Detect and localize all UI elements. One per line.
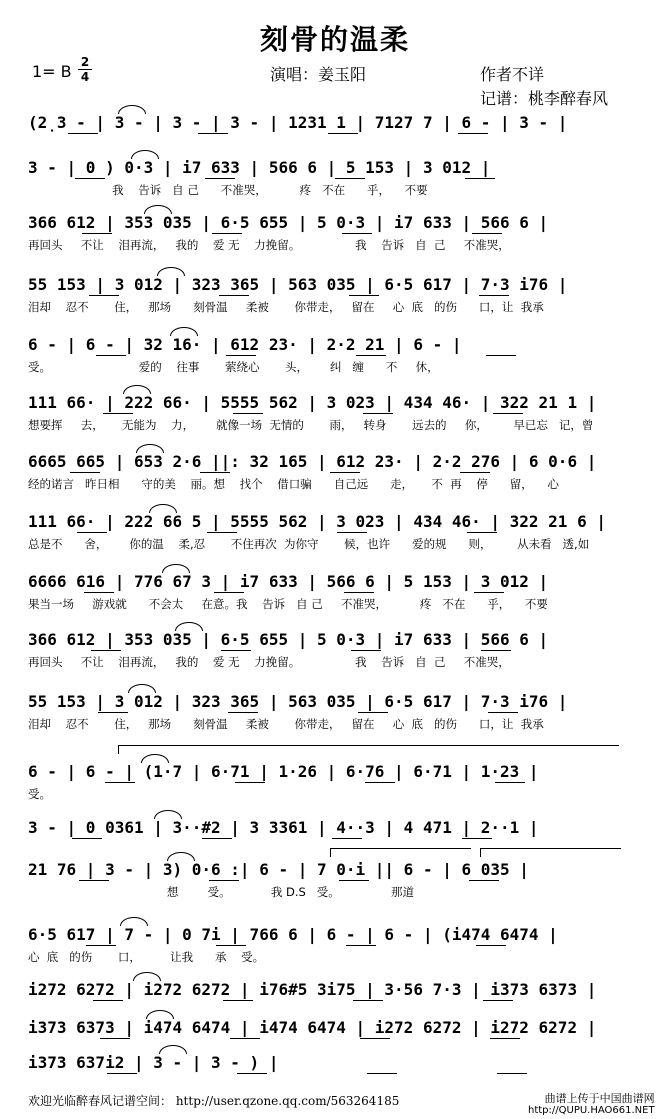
- beam-line: [86, 945, 116, 946]
- notation-line: 3 - | 0 0361 | 3··#2 | 3 3361 | 4··3 | 4 471 | 2··1 |: [28, 818, 539, 837]
- beam-line: [226, 355, 256, 356]
- beam-line: [472, 233, 502, 234]
- beam-line: [72, 838, 102, 839]
- beam-line: [460, 472, 490, 473]
- beam-line: [68, 133, 98, 134]
- beam-line: [488, 712, 518, 713]
- slur-arc: [128, 684, 156, 693]
- singer-credit: 演唱：姜玉阳: [270, 65, 367, 84]
- beam-line: [346, 945, 376, 946]
- slur-arc: [146, 1010, 174, 1019]
- beam-line: [367, 1073, 397, 1074]
- beam-line: [89, 295, 119, 296]
- slur-arc: [120, 917, 148, 926]
- beam-line: [205, 178, 235, 179]
- slur-arc: [141, 754, 169, 763]
- slur-arc: [159, 1045, 187, 1054]
- notation-line: 6 - | 6 - | (1·7 | 6·71 | 1·26 | 6·76 | 6·71 | 1·23 |: [28, 762, 539, 781]
- beam-line: [467, 532, 497, 533]
- beam-line: [363, 413, 393, 414]
- watermark-url: http://QUPU.HAO661.NET: [528, 1105, 655, 1116]
- lyrics-line: 受。 爱的 往事 萦绕心 头， 纠 缠 不 休，: [28, 360, 439, 374]
- footer-website[interactable]: 欢迎光临醉春风记谱空间： http://user.qzone.qq.com/563264185: [28, 1094, 400, 1108]
- beam-line: [93, 1000, 123, 1001]
- beam-line: [465, 178, 495, 179]
- beam-line: [105, 782, 135, 783]
- beam-line: [223, 1000, 253, 1001]
- notation-line: 6666 616 | 776 67 3 | i7 633 | 566 6 | 5 153 | 3 012 |: [28, 572, 549, 591]
- slur-arc: [162, 564, 190, 573]
- lyrics-line: 受。: [28, 787, 51, 801]
- beam-line: [495, 782, 525, 783]
- beam-line: [212, 233, 242, 234]
- beam-line: [198, 133, 228, 134]
- beam-line: [365, 782, 395, 783]
- time-signature: [78, 56, 92, 83]
- beam-line: [337, 532, 367, 533]
- beam-line: [458, 133, 488, 134]
- beam-line: [342, 233, 372, 234]
- beam-line: [493, 413, 523, 414]
- lyrics-line: 泪却 忍不 住， 那场 刻骨温 柔被 你带走， 留在 心 底 的伤 口，让 我承: [28, 300, 544, 314]
- notation-line: 6665 665 | 653 2·6 ||: 32 165 | 612 23· | 2·2 276 | 6 0·6 |: [28, 452, 597, 471]
- beam-line: [481, 650, 511, 651]
- slur-arc: [175, 622, 203, 631]
- beam-line: [214, 592, 244, 593]
- lyrics-line: 再回头 不让 泪再流， 我的 爱 无 力挽留。 我 告诉 自 己 不准哭，: [28, 238, 510, 252]
- notation-line: 21 76 | 3 - | 3) 0·6 :| 6 - | 7 0·i || 6 - | 6 035 |: [28, 860, 529, 879]
- slur-arc: [131, 150, 159, 159]
- beam-line: [335, 178, 365, 179]
- beam-line: [70, 472, 100, 473]
- slur-arc: [170, 327, 198, 336]
- beam-line: [237, 1073, 267, 1074]
- notation-line: 6·5 617 | 7 - | 0 7i | 766 6 | 6 - | 6 - | (i474 6474 |: [28, 925, 558, 944]
- beam-line: [202, 838, 232, 839]
- lyrics-line: 想要挥 去， 无能为 力， 就像一场 无情的 雨， 转身 远去的 你， 早已忘 记，曾: [28, 418, 594, 432]
- beam-line: [228, 712, 258, 713]
- time-signature-numerator: 2: [80, 55, 90, 69]
- slur-arc: [154, 810, 182, 819]
- slur-arc: [136, 444, 164, 453]
- beam-line: [98, 712, 128, 713]
- watermark-line1: 曲谱上传于中国曲谱网: [544, 1092, 655, 1105]
- beam-line: [332, 838, 362, 839]
- notation-line: i373 6373 | i474 6474 | i474 6474 | i272 6272 | i272 6272 |: [28, 1018, 597, 1037]
- beam-line: [230, 1038, 260, 1039]
- beam-line: [79, 880, 109, 881]
- slur-arc: [123, 385, 151, 394]
- lyrics-line: 经的诺言 昨日相 守的美 丽。想 找个 借口骗 自己远 走， 不 再 停 留， 心: [28, 477, 559, 491]
- lyrics-line: 心 底 的伤 口， 让我 承 受。: [28, 950, 265, 964]
- key-signature: 1= B: [32, 62, 72, 81]
- volta-bracket: [330, 848, 471, 857]
- beam-line: [84, 592, 114, 593]
- beam-line: [233, 413, 263, 414]
- volta-bracket: [480, 848, 621, 857]
- time-signature-denominator: 4: [80, 70, 90, 84]
- beam-line: [476, 945, 506, 946]
- notation-line: 366 612 | 353 035 | 6·5 655 | 5 0·3 | i7 633 | 566 6 |: [28, 213, 549, 232]
- beam-line: [360, 1038, 390, 1039]
- beam-line: [349, 295, 379, 296]
- footer-watermark: [528, 1093, 655, 1117]
- lyrics-line: 泪却 忍不 住， 那场 刻骨温 柔被 你带走， 留在 心 底 的伤 口，让 我承: [28, 717, 544, 731]
- beam-line: [474, 592, 504, 593]
- slur-arc: [118, 105, 146, 114]
- volta-bracket: [118, 745, 619, 754]
- page-title: 刻骨的温柔: [259, 23, 410, 56]
- beam-line: [330, 472, 360, 473]
- beam-line: [469, 880, 499, 881]
- beam-line: [207, 532, 237, 533]
- beam-line: [490, 1038, 520, 1039]
- notation-line: 55 153 | 3 012 | 323 365 | 563 035 | 6·5 617 | 7·3 i76 |: [28, 692, 568, 711]
- beam-line: [483, 1000, 513, 1001]
- beam-line: [235, 782, 265, 783]
- beam-line: [107, 1073, 137, 1074]
- slur-arc: [144, 205, 172, 214]
- beam-line: [497, 1073, 527, 1074]
- beam-line: [479, 295, 509, 296]
- lyrics-line: 我 告诉 自 己 不准哭， 疼 不在 乎， 不要: [28, 183, 428, 197]
- beam-line: [103, 413, 133, 414]
- slur-arc: [167, 852, 195, 861]
- notation-line: 55 153 | 3 012 | 323 365 | 563 035 | 6·5 617 | 7·3 i76 |: [28, 275, 568, 294]
- beam-line: [216, 945, 246, 946]
- beam-line: [96, 355, 126, 356]
- beam-line: [462, 838, 492, 839]
- notation-line: 3 - | 0 ) 0·3 | i7 633 | 566 6 | 5 153 | 3 012 |: [28, 158, 491, 177]
- beam-line: [75, 178, 105, 179]
- lyrics-line: 总是不 舍， 你的温 柔,忍 不住再次 为你守 候，也许 爱的规 则， 从未看 透,如: [28, 537, 590, 551]
- lyrics-line: 想 受。 我 D.S 受。 那道: [28, 885, 414, 899]
- slur-arc: [157, 267, 185, 276]
- notation-line: i272 6272 | i272 6272 | i76#5 3i75 | 3·56 7·3 | i373 6373 |: [28, 980, 597, 999]
- lyrics-line: 再回头 不让 泪再流， 我的 爱 无 力挽留。 我 告诉 自 己 不准哭，: [28, 655, 510, 669]
- notation-line: 111 66· | 222 66 5 | 5555 562 | 3 023 | 434 46· | 322 21 6 |: [28, 512, 606, 531]
- notation-line: i373 637i2 | 3 - | 3 - ) |: [28, 1053, 279, 1072]
- notation-line: (2̣3 - | 3 - | 3 - | 3 - | 1231 1 | 7127 7 | 6 - | 3 - |: [28, 113, 568, 132]
- beam-line: [351, 650, 381, 651]
- slur-arc: [149, 504, 177, 513]
- beam-line: [91, 650, 121, 651]
- transcriber-credit: 记谱：桃李醉春风: [480, 89, 609, 108]
- beam-line: [82, 233, 112, 234]
- beam-line: [328, 133, 358, 134]
- lyrics-line: 果当一场 游戏就 不会太 在意。我 告诉 自 己 不准哭， 疼 不在 乎， 不要: [28, 597, 548, 611]
- beam-line: [344, 592, 374, 593]
- beam-line: [209, 880, 239, 881]
- composer-credit: 作者不详: [480, 65, 545, 84]
- beam-line: [353, 1000, 383, 1001]
- beam-line: [77, 532, 107, 533]
- beam-line: [486, 355, 516, 356]
- notation-line: 6 - | 6 - | 32 16· | 612 23· | 2·2 21 | 6 - |: [28, 335, 462, 354]
- beam-line: [339, 880, 369, 881]
- slur-arc: [133, 972, 161, 981]
- beam-line: [358, 712, 388, 713]
- beam-line: [219, 295, 249, 296]
- beam-line: [100, 1038, 130, 1039]
- beam-line: [356, 355, 386, 356]
- beam-line: [221, 650, 251, 651]
- notation-line: 111 66· | 222 66· | 5555 562 | 3 023 | 434 46· | 322 21 1 |: [28, 393, 597, 412]
- notation-line: 366 612 | 353 035 | 6·5 655 | 5 0·3 | i7 633 | 566 6 |: [28, 630, 549, 649]
- beam-line: [200, 472, 230, 473]
